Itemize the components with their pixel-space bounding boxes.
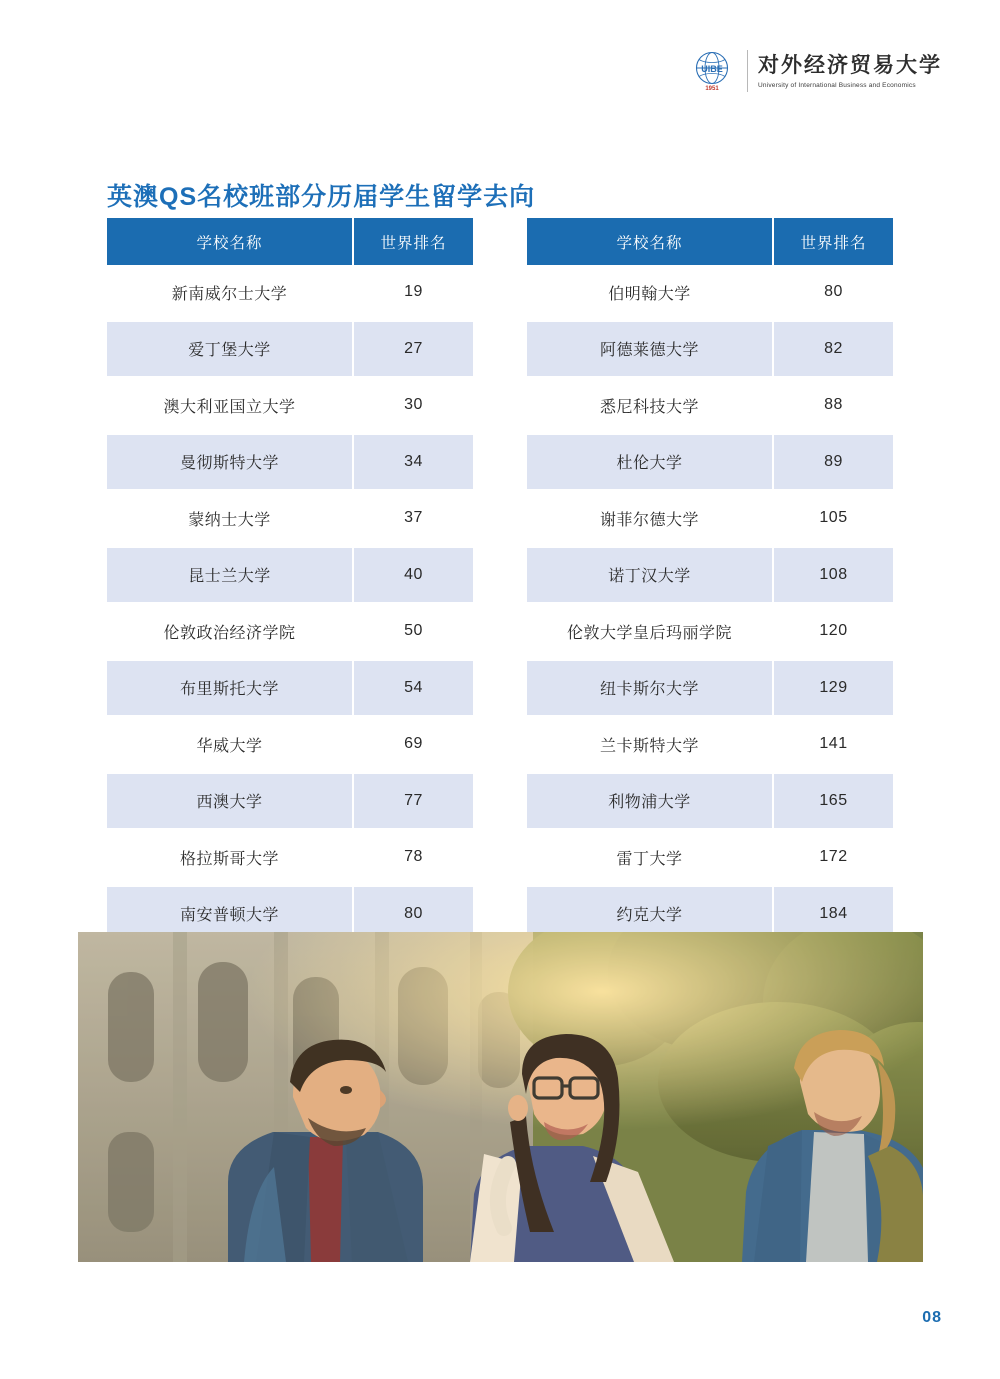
cell-world-rank: 69: [354, 717, 473, 774]
column-header-world-rank: 世界排名: [774, 218, 893, 265]
rankings-table-left: [107, 218, 473, 943]
cell-world-rank: 165: [774, 774, 893, 831]
rankings-tables: [107, 218, 893, 943]
table-row: [107, 548, 473, 605]
table-row: [527, 548, 893, 605]
cell-world-rank: 19: [354, 265, 473, 322]
cell-world-rank: 78: [354, 830, 473, 887]
cell-world-rank: 120: [774, 604, 893, 661]
table-row: [107, 604, 473, 661]
table-row: [107, 661, 473, 718]
cell-school-name: 新南威尔士大学: [107, 265, 354, 322]
cell-world-rank: 129: [774, 661, 893, 718]
column-header-school-name: 学校名称: [527, 218, 774, 265]
table-row: [527, 435, 893, 492]
cell-world-rank: 80: [774, 265, 893, 322]
cell-school-name: 昆士兰大学: [107, 548, 354, 605]
cell-school-name: 谢菲尔德大学: [527, 491, 774, 548]
cell-school-name: 曼彻斯特大学: [107, 435, 354, 492]
students-photo: [78, 932, 923, 1262]
cell-world-rank: 37: [354, 491, 473, 548]
cell-school-name: 诺丁汉大学: [527, 548, 774, 605]
cell-school-name: 兰卡斯特大学: [527, 717, 774, 774]
table-row: [527, 604, 893, 661]
cell-world-rank: 105: [774, 491, 893, 548]
table-row: [107, 491, 473, 548]
cell-school-name: 澳大利亚国立大学: [107, 378, 354, 435]
logo-title-en: University of International Business and Economics: [758, 81, 916, 89]
table-row: [107, 322, 473, 379]
cell-school-name: 爱丁堡大学: [107, 322, 354, 379]
cell-world-rank: 30: [354, 378, 473, 435]
table-row: [107, 378, 473, 435]
table-header-row: [107, 218, 473, 265]
table-row: [107, 717, 473, 774]
cell-school-name: 华威大学: [107, 717, 354, 774]
svg-text:UIBE: UIBE: [701, 64, 723, 74]
column-header-world-rank: 世界排名: [354, 218, 473, 265]
logo-wordmark: [747, 50, 942, 92]
table-row: [107, 774, 473, 831]
table-row: [527, 830, 893, 887]
cell-world-rank: 184: [774, 887, 893, 944]
cell-school-name: 伦敦政治经济学院: [107, 604, 354, 661]
cell-school-name: 雷丁大学: [527, 830, 774, 887]
page-number: 08: [922, 1309, 942, 1326]
table-row: [527, 717, 893, 774]
table-row: [527, 265, 893, 322]
cell-world-rank: 40: [354, 548, 473, 605]
table-row: [107, 265, 473, 322]
table-row: [107, 830, 473, 887]
uibe-globe-logo-icon: [689, 48, 735, 94]
table-row: [107, 435, 473, 492]
cell-world-rank: 50: [354, 604, 473, 661]
cell-world-rank: 80: [354, 887, 473, 944]
cell-school-name: 蒙纳士大学: [107, 491, 354, 548]
cell-school-name: 南安普顿大学: [107, 887, 354, 944]
cell-world-rank: 82: [774, 322, 893, 379]
cell-world-rank: 89: [774, 435, 893, 492]
cell-school-name: 利物浦大学: [527, 774, 774, 831]
column-header-school-name: 学校名称: [107, 218, 354, 265]
logo-title-cn: 对外经济贸易大学: [758, 53, 942, 78]
cell-school-name: 伯明翰大学: [527, 265, 774, 322]
table-row: [527, 661, 893, 718]
table-row: [527, 322, 893, 379]
svg-text:1951: 1951: [705, 86, 719, 92]
cell-school-name: 杜伦大学: [527, 435, 774, 492]
cell-school-name: 格拉斯哥大学: [107, 830, 354, 887]
cell-school-name: 悉尼科技大学: [527, 378, 774, 435]
cell-world-rank: 77: [354, 774, 473, 831]
cell-world-rank: 108: [774, 548, 893, 605]
cell-world-rank: 34: [354, 435, 473, 492]
cell-world-rank: 172: [774, 830, 893, 887]
cell-school-name: 伦敦大学皇后玛丽学院: [527, 604, 774, 661]
page-title: 英澳QS名校班部分历届学生留学去向: [107, 182, 536, 211]
cell-school-name: 阿德莱德大学: [527, 322, 774, 379]
cell-world-rank: 27: [354, 322, 473, 379]
page-header: [689, 48, 942, 94]
cell-school-name: 纽卡斯尔大学: [527, 661, 774, 718]
cell-world-rank: 54: [354, 661, 473, 718]
cell-school-name: 布里斯托大学: [107, 661, 354, 718]
cell-school-name: 约克大学: [527, 887, 774, 944]
table-row: [527, 378, 893, 435]
cell-world-rank: 141: [774, 717, 893, 774]
table-header-row: [527, 218, 893, 265]
rankings-table-right: [527, 218, 893, 943]
table-row: [527, 491, 893, 548]
cell-school-name: 西澳大学: [107, 774, 354, 831]
cell-world-rank: 88: [774, 378, 893, 435]
table-row: [527, 774, 893, 831]
